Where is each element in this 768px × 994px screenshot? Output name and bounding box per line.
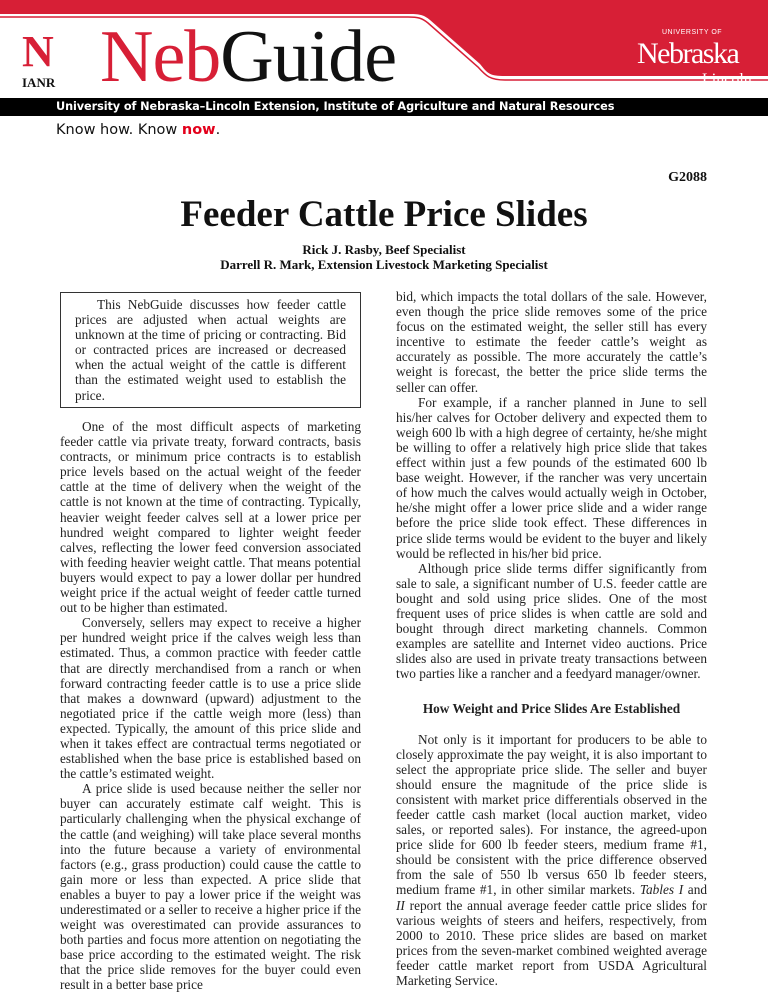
left-column [60,419,361,993]
publication-code: G2088 [668,170,707,185]
tagline-end: . [215,122,221,138]
table-ref: II [396,897,405,913]
n-logo-mark: N [22,30,54,74]
brand-guide: Guide [220,16,397,98]
tagline-now: now [181,122,216,138]
author-1: Rick J. Rasby, Beef Specialist [302,242,466,257]
text: Not only is it important for producers to be able to closely approximate the pay weight, it is also important to select the appropriate price slide. The seller and buyer should ensure the magnitude of the price slide is consistent with market price differentials observed in the feeder cattle cash market (local auction market, video sales, or reported sales). For instance, the agreed-upon price slide for 600 lb feeder steers, medium frame #1, should be consistent with the price difference observed from the sale of 550 lb versus 650 lb feeder steers, medium frame #1, in other similar markets. [396,731,707,898]
unl-nebraska: Nebraska [637,37,739,70]
unl-lincoln: Lincoln [702,71,752,88]
paragraph: bid, which impacts the total dollars of the sale. However, even though the price slide removes some of the price focus on the estimated weight, the seller still has every incentive to estimate the feeder cattle’s weight as accurately as possible. The more accurately the cattle’s weight is forecast, the better the price slide terms the seller can offer. [396,289,707,395]
brand-neb: Neb [100,16,221,98]
tagline [56,121,220,139]
right-column [396,289,707,988]
abstract-box [60,292,361,408]
unl-logo [632,28,752,90]
text: and [683,882,707,898]
text: report the annual average feeder cattle price slides for various weights of steers and heifers, respectively, from 2000 to 2010. These price slides are based on market prices from the seven-market combined weighted average feeder cattle market report from USDA Agricultural Marketing Service. [396,897,707,989]
ianr-label: IANR [22,75,56,90]
paragraph: For example, if a rancher planned in June to sell his/her calves for October delivery and expected them to weigh 600 lb with a high degree of certainty, he/she might be willing to offer a relatively high price slide that takes effect within just a few pounds of the estimated 600 lb base weight. However, if the rancher was very uncertain of how much the calves would actually weigh in October, he/she might offer a lower price slide and a wider range before the price slide took effect. These differences in price slide terms would be evident to the buyer and likely would be reflected in his/her bid price. [396,394,707,561]
paragraph: A price slide is used because neither the seller nor buyer can accurately estimate calf weight. This is particularly challenging when the physical exchange of the cattle (and weighing) will take place several months into the future because a variety of environmental factors (e.g., grass production) could cause the cattle to gain more or less than expected. A price slide that enables a buyer to pay a lower price if the weight was underestimated or a seller to receive a higher price if the weight was overestimated can provide assurances to both parties and focus more attention on negotiating the base price according to the estimated weight. The risk that the price slide removes for the buyer could even result in a better base price [60,781,361,993]
paragraph: One of the most difficult aspects of marketing feeder cattle via private treaty, forward contracts, basis contracts, or minimum price contracts is to establish price levels based on the actual weight of the feeder cattle at the time of delivery when the weight of the cattle is not known at the time of contracting. Typically, heavier weight feeder calves sell at a lower price per hundred weight compared to lighter weight feeder calves, reflecting the lower feed conversion associated with feeding heavier weight cattle. That means potential buyers would expect to pay a lower dollar per hundred weight price if the actual weight of feeder cattle turned out to be higher than estimated. [60,419,361,616]
authors [0,242,768,272]
unl-university-of: UNIVERSITY OF [662,29,723,36]
nebguide-logo [100,16,397,98]
institution-bar: University of Nebraska–Lincoln Extension, Institute of Agriculture and Natural Resources [0,98,768,116]
tagline-start: Know how. Know [56,122,182,138]
page-title: Feeder Cattle Price Slides [180,194,588,235]
section-heading: How Weight and Price Slides Are Established [422,701,681,717]
author-2: Darrell R. Mark, Extension Livestock Marketing Specialist [220,257,548,272]
table-ref: Tables I [639,882,684,898]
paragraph: Conversely, sellers may expect to receive a higher per hundred weight price if the calves weigh less than estimated. Thus, a common practice with feeder cattle that are directly merchandised from a ranch or when forward contracting feeder cattle is to use a price slide that makes a downward (upward) adjustment to the negotiated price if the cattle weigh more (less) than expected. Typically, the amount of this price slide and when it takes effect are contractual terms negotiated or established when the base price is established based on the cattle’s estimated weight. [60,615,361,782]
abstract-text: This NebGuide discusses how feeder cattle prices are adjusted when actual weights are unknown at the time of pricing or contracting. Bid or contracted prices are increased or decreased when the actual weight of the cattle is different than the estimated weight used to establish the price. [75,297,346,403]
ianr-logo [22,30,68,92]
paragraph: Although price slide terms differ significantly from sale to sale, a significant number of U.S. feeder cattle are bought and sold using price slides. One of the most frequent uses of price slides is when cattle are sold and bought through direct marketing channels. Common examples are satellite and Internet video auctions. Price slides also are used in private treaty transactions between two parties like a rancher and a feedyard manager/owner. [396,560,707,682]
paragraph [396,732,707,989]
